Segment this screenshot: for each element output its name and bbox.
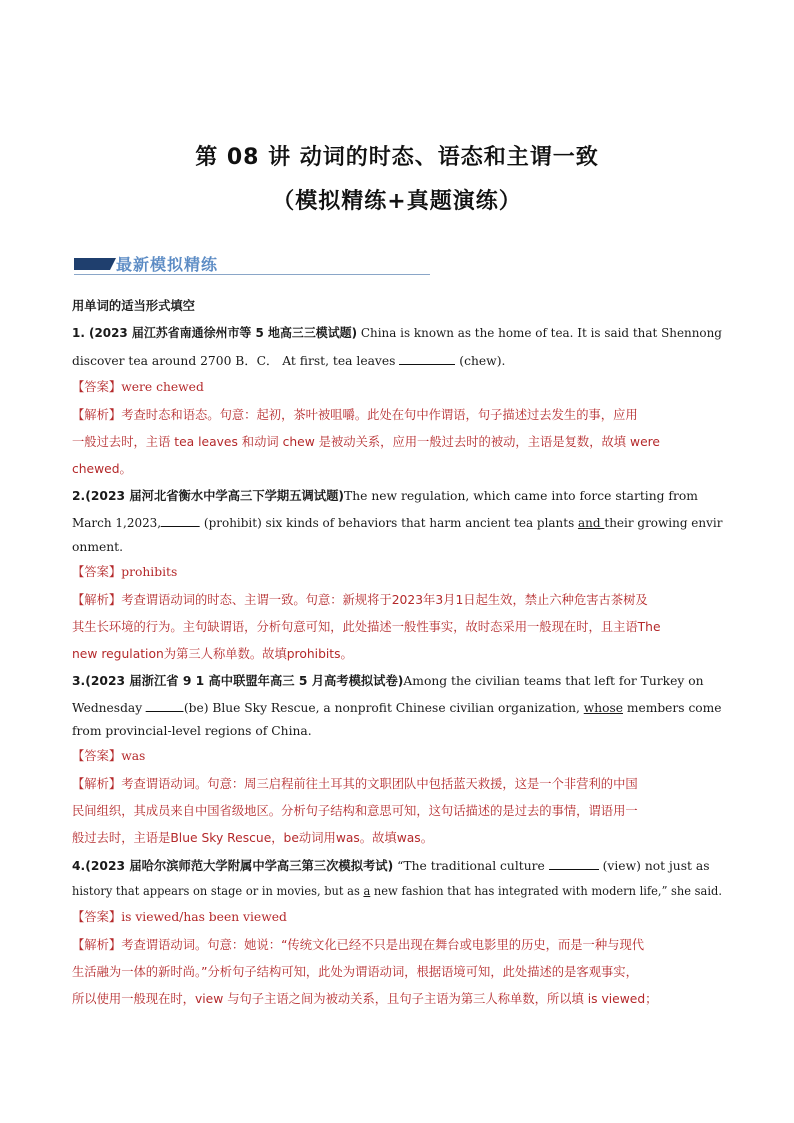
q2-line2: [72, 514, 722, 531]
q3-analysis-2: 民间组织，其成员来自中国省级地区。分析句子结构和意思可知，这句话描述的是过去的事情，谓语用一: [72, 804, 638, 818]
q3-text-b1: Wednesday: [72, 701, 147, 715]
q2-text-b2: (prohibit) six kinds of behaviors that harm ancient tea plants: [200, 516, 579, 530]
q3-answer: was: [121, 749, 146, 763]
answer-label: 【答案】: [72, 749, 122, 763]
q4-source: 4.(2023 届哈尔滨师范大学附属中学高三第三次模拟考试): [72, 859, 394, 873]
q3-analysis-3: 般过去时，主语是Blue Sky Rescue，be动词用was。故填was。: [72, 831, 433, 845]
q4-analysis-2: 生活融为一体的新时尚。”分析句子结构可知，此处为谓语动词，根据语境可知，此处描述的是客观事实，: [72, 965, 638, 979]
q3-analysis-1: 考查谓语动词。句意：周三启程前往土耳其的文职团队中包括蓝天救援，这是一个非营利的中国: [121, 777, 638, 791]
q4-line1: [72, 857, 710, 874]
q4-analysis-1: 考查谓语动词。句意：她说：“传统文化已经不只是出现在舞台或电影里的历史，而是一种与现代: [121, 938, 645, 952]
q4-analysis-line1: [72, 937, 644, 953]
q3-text-c: from provincial-level regions of China.: [72, 724, 312, 738]
q4-blank[interactable]: [549, 857, 599, 870]
q2-text-a: The new regulation, which came into force starting from: [344, 489, 698, 503]
section-heading: 最新模拟精练: [116, 255, 219, 274]
q2-text-b3: and: [578, 516, 605, 530]
q1-text-c: (chew).: [455, 354, 506, 368]
q1-source: 1. (2023 届江苏省南通徐州市等 5 地高三三模试题): [72, 326, 358, 340]
q2-text-b1: March 1,2023,: [72, 516, 162, 530]
q2-blank[interactable]: [161, 514, 200, 527]
q1-answer-line: [72, 379, 204, 395]
q2-text-c: onment.: [72, 540, 124, 554]
analysis-label: 【解析】: [72, 938, 122, 952]
analysis-label: 【解析】: [72, 593, 122, 607]
q3-text-b2: (be) Blue Sky Rescue, a nonprofit Chinese civilian organization,: [183, 701, 584, 715]
q1-blank[interactable]: [399, 352, 455, 365]
q2-analysis-2: 其生长环境的行为。主句缺谓语，分析句意可知，此处描述一般性事实，故时态采用一般现在时，且主语The: [72, 620, 661, 634]
lecture-title: 第 08 讲 动词的时态、语态和主谓一致: [195, 145, 599, 170]
q2-answer: prohibits: [121, 565, 178, 579]
q4-answer: is viewed/has been viewed: [121, 910, 287, 924]
q1-analysis-1: 考查时态和语态。句意：起初，茶叶被咀嚼。此处在句中作谓语，句子描述过去发生的事，应用: [121, 408, 638, 422]
q2-source: 2.(2023 届河北省衡水中学高三下学期五调试题): [72, 489, 345, 503]
q1-line2: [72, 352, 505, 369]
q4-text-a2: (view) not just as: [598, 859, 710, 873]
section-header: [74, 252, 430, 276]
q3-answer-line: [72, 748, 145, 764]
q1-text-a: China is known as the home of tea. It is said that Shennong: [357, 326, 722, 340]
analysis-label: 【解析】: [72, 777, 122, 791]
q1-analysis-line1: [72, 407, 638, 423]
q2-line1: [72, 488, 698, 504]
q3-text-b3: whose: [583, 701, 624, 715]
instruction: 用单词的适当形式填空: [72, 299, 195, 313]
q3-blank[interactable]: [146, 699, 184, 712]
q4-analysis-3: 所以使用一般现在时，view 与句子主语之间为被动关系，且句子主语为第三人称单数，所以填 is viewed；: [72, 992, 658, 1006]
q4-text-a1: “The traditional culture: [393, 859, 549, 873]
q2-answer-line: [72, 564, 177, 580]
q1-line1: [72, 325, 722, 341]
q3-text-a: Among the civilian teams that left for Turkey on: [403, 674, 704, 688]
q4-text-b2: a: [363, 884, 371, 898]
q3-line2: [72, 699, 722, 716]
q4-text-b3: new fashion that has integrated with modern life,” she said.: [370, 884, 722, 898]
q2-text-b4: their growing envir: [604, 516, 723, 530]
q1-analysis-3: chewed。: [72, 462, 132, 476]
section-underline: [74, 274, 430, 275]
lecture-subtitle: （模拟精练+真题演练）: [272, 189, 522, 214]
q1-analysis-2: 一般过去时，主语 tea leaves 和动词 chew 是被动关系，应用一般过去时的被动，主语是复数，故填 were: [72, 435, 660, 449]
q3-text-b4: members come: [623, 701, 722, 715]
q4-answer-line: [72, 909, 287, 925]
analysis-label: 【解析】: [72, 408, 122, 422]
q3-source: 3.(2023 届浙江省 9 1 高中联盟年高三 5 月高考模拟试卷): [72, 674, 404, 688]
q2-analysis-line1: [72, 592, 648, 608]
answer-label: 【答案】: [72, 380, 122, 394]
q3-analysis-line1: [72, 776, 638, 792]
section-bar-icon: [74, 258, 110, 270]
q3-line1: [72, 673, 704, 689]
answer-label: 【答案】: [72, 565, 122, 579]
q2-analysis-3: new regulation为第三人称单数。故填prohibits。: [72, 647, 353, 661]
q1-answer: were chewed: [121, 380, 204, 394]
q4-line2: [72, 883, 722, 899]
answer-label: 【答案】: [72, 910, 122, 924]
q2-analysis-1: 考查谓语动词的时态、主谓一致。句意：新规将于2023年3月1日起生效，禁止六种危害古茶树及: [121, 593, 648, 607]
q4-text-b1: history that appears on stage or in movies, but as: [72, 884, 364, 898]
q1-text-b: discover tea around 2700 B．C． At first, tea leaves: [72, 354, 400, 368]
